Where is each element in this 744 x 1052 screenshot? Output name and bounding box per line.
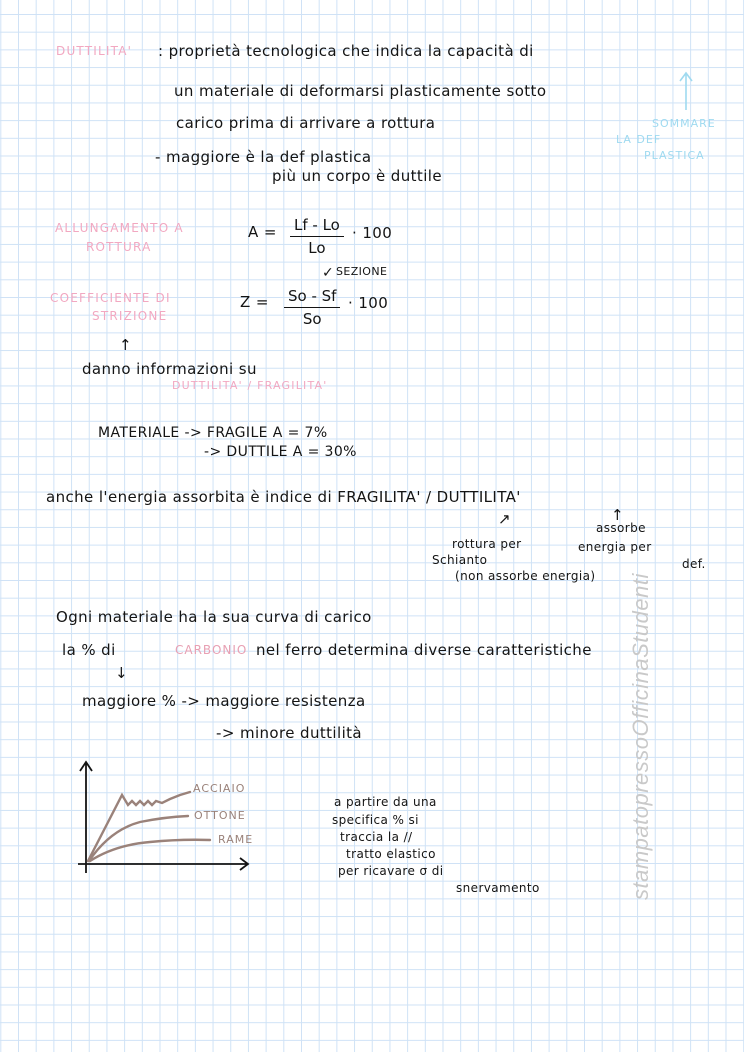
materiale-row-1: MATERIALE -> FRAGILE A = 7% [98, 425, 328, 441]
rottura-note-1: rottura per [452, 537, 522, 551]
rame-label: RAME [218, 833, 254, 846]
formula-z-fraction [284, 287, 340, 328]
assorbe-note-1: assorbe [596, 521, 646, 535]
rottura-note-2: Schianto [432, 553, 488, 567]
formula-z-lhs: Z = [240, 293, 269, 311]
maggiore-line-1: maggiore % -> maggiore resistenza [82, 692, 366, 710]
side-note-line-1: SOMMARE [652, 117, 716, 130]
formula-z-numerator: So - Sf [284, 287, 340, 308]
duttilita-fragilita: DUTTILITA' / FRAGILITA' [172, 379, 328, 392]
curva-line: Ogni materiale ha la sua curva di carico [56, 608, 372, 626]
rottura-note-3: (non assorbe energia) [455, 569, 596, 583]
formula-a-denominator: Lo [308, 239, 326, 257]
acciaio-curve [88, 792, 190, 861]
x-axis [78, 858, 248, 870]
materiale-row-2: -> DUTTILE A = 30% [204, 444, 357, 460]
assorbe-note-3: def. [682, 557, 706, 571]
graph-note-6: snervamento [456, 881, 540, 895]
rame-curve [90, 840, 210, 861]
definition-line-3: carico prima di arrivare a rottura [176, 114, 436, 132]
assorbe-note-2: energia per [578, 540, 652, 554]
watermark: stampatopressoOfficinaStudenti [628, 573, 653, 900]
arrow-fragilita-icon: ↗ [498, 510, 511, 528]
graph-note-5: per ricavare σ di [338, 864, 444, 878]
carbonio-suffix: nel ferro determina diverse caratteristiche [256, 641, 592, 659]
up-arrow-icon [676, 70, 696, 112]
acciaio-label: ACCIAIO [193, 782, 246, 795]
carbonio-prefix: la % di [62, 641, 116, 659]
graph-note-3: traccia la // [340, 830, 413, 844]
formula-a-lhs: A = [248, 223, 277, 241]
side-note-line-2: LA DEF [616, 133, 662, 146]
formula-a-numerator: Lf - Lo [290, 216, 344, 237]
definition-line-2: un materiale di deformarsi plasticamente sotto [174, 82, 547, 100]
formula-z-factor: · 100 [348, 294, 389, 312]
formula-z-denominator: So [302, 310, 322, 328]
definition-line-1: : proprietà tecnologica che indica la capacità di [158, 42, 534, 60]
coefficiente-label-2: STRIZIONE [92, 309, 168, 323]
allungamento-label-1: ALLUNGAMENTO A [55, 221, 184, 235]
maggiore-line-2: -> minore duttilità [216, 724, 363, 742]
sezione-label: SEZIONE [336, 265, 388, 278]
arrow-duttilita-icon: ↑ [611, 506, 624, 524]
graph-note-1: a partire da una [334, 795, 437, 809]
graph-note-4: tratto elastico [346, 847, 436, 861]
bullet-line-2: più un corpo è duttile [272, 167, 442, 185]
side-note-line-3: PLASTICA [644, 149, 705, 162]
allungamento-label-2: ROTTURA [86, 240, 152, 254]
duttilita-heading: DUTTILITA' [56, 44, 133, 58]
ottone-label: OTTONE [194, 809, 246, 822]
coefficiente-label-1: COEFFICIENTE DI [50, 291, 171, 305]
formula-a-fraction [290, 216, 344, 257]
graph-note-2: specifica % si [332, 813, 419, 827]
up-arrow-small-icon: ↑ [119, 336, 132, 354]
bullet-line-1: - maggiore è la def plastica [155, 148, 372, 166]
carbonio-word: CARBONIO [175, 643, 248, 657]
sezione-check-icon: ✓ [322, 265, 335, 281]
formula-a-factor: · 100 [352, 224, 393, 242]
energia-line: anche l'energia assorbita è indice di FRAGILITA' / DUTTILITA' [46, 488, 521, 506]
danno-informazioni: danno informazioni su [82, 360, 257, 378]
down-arrow-icon: ↓ [115, 664, 128, 682]
